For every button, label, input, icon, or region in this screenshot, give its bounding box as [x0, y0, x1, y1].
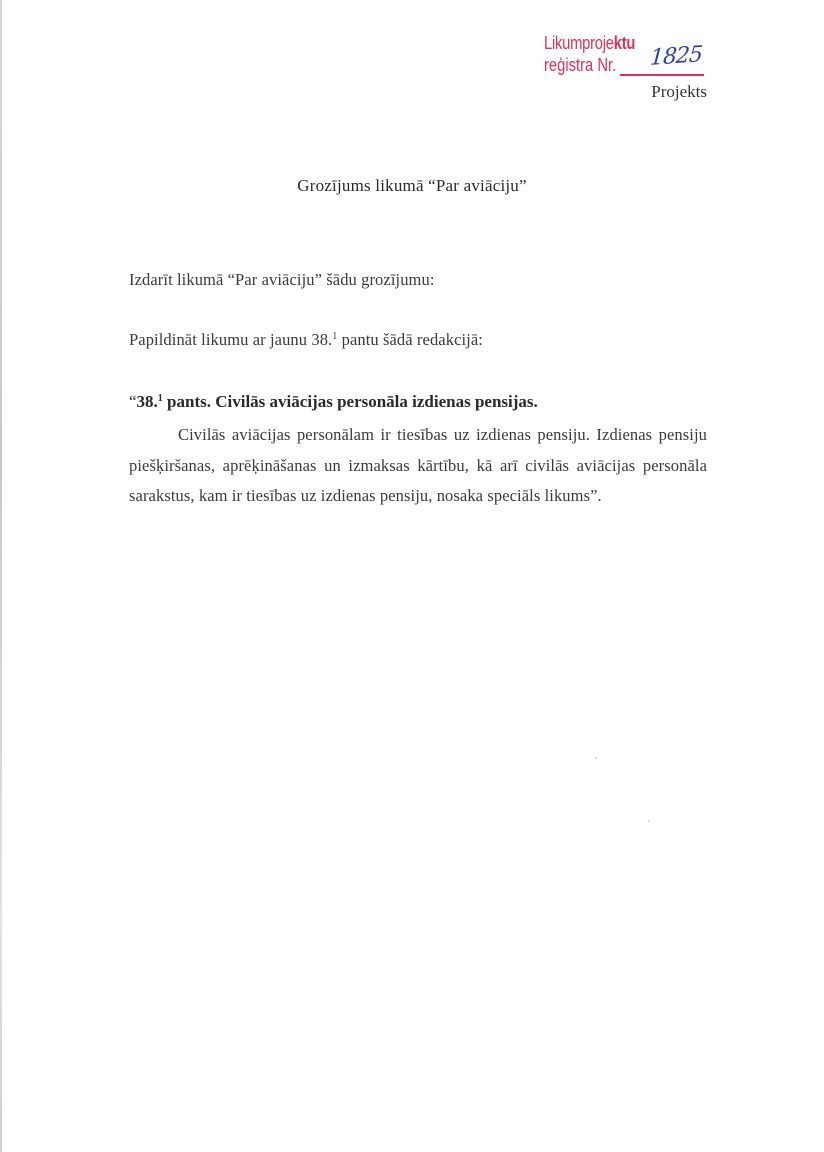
handwritten-register-number: 1825 — [649, 42, 703, 71]
document-title: Grozījums likumā “Par aviāciju” — [297, 176, 527, 195]
scan-speck — [595, 757, 597, 759]
stamp-register-label: reģistra Nr. — [544, 55, 617, 75]
scan-edge — [0, 0, 2, 1152]
stamp-number-line — [620, 74, 704, 76]
article-heading: “38.$^1$ pants. Civilās aviācijas personāla izdienas pensijas. — [129, 392, 538, 411]
draft-label: Projekts — [651, 82, 707, 101]
stamp-title: Likumprojektu — [544, 33, 636, 53]
amendment-intro: Izdarīt likumā “Par aviāciju” šādu grozījumu: — [129, 270, 435, 289]
scan-speck — [648, 820, 650, 822]
article-body: Civilās aviācijas personālam ir tiesības uz izdienas pensiju. Izdienas pensiju piešķiršanas, aprēķināšanas un izmaksas kārtību, kā arī civilās aviācijas personāla sarakstus, kam ir tiesības uz izdienas pensiju, nosaka speciāls likums”. — [129, 425, 707, 505]
amendment-instruction: Papildināt likumu ar jaunu 38.$^1$ pantu šādā redakcijā: — [129, 330, 483, 349]
